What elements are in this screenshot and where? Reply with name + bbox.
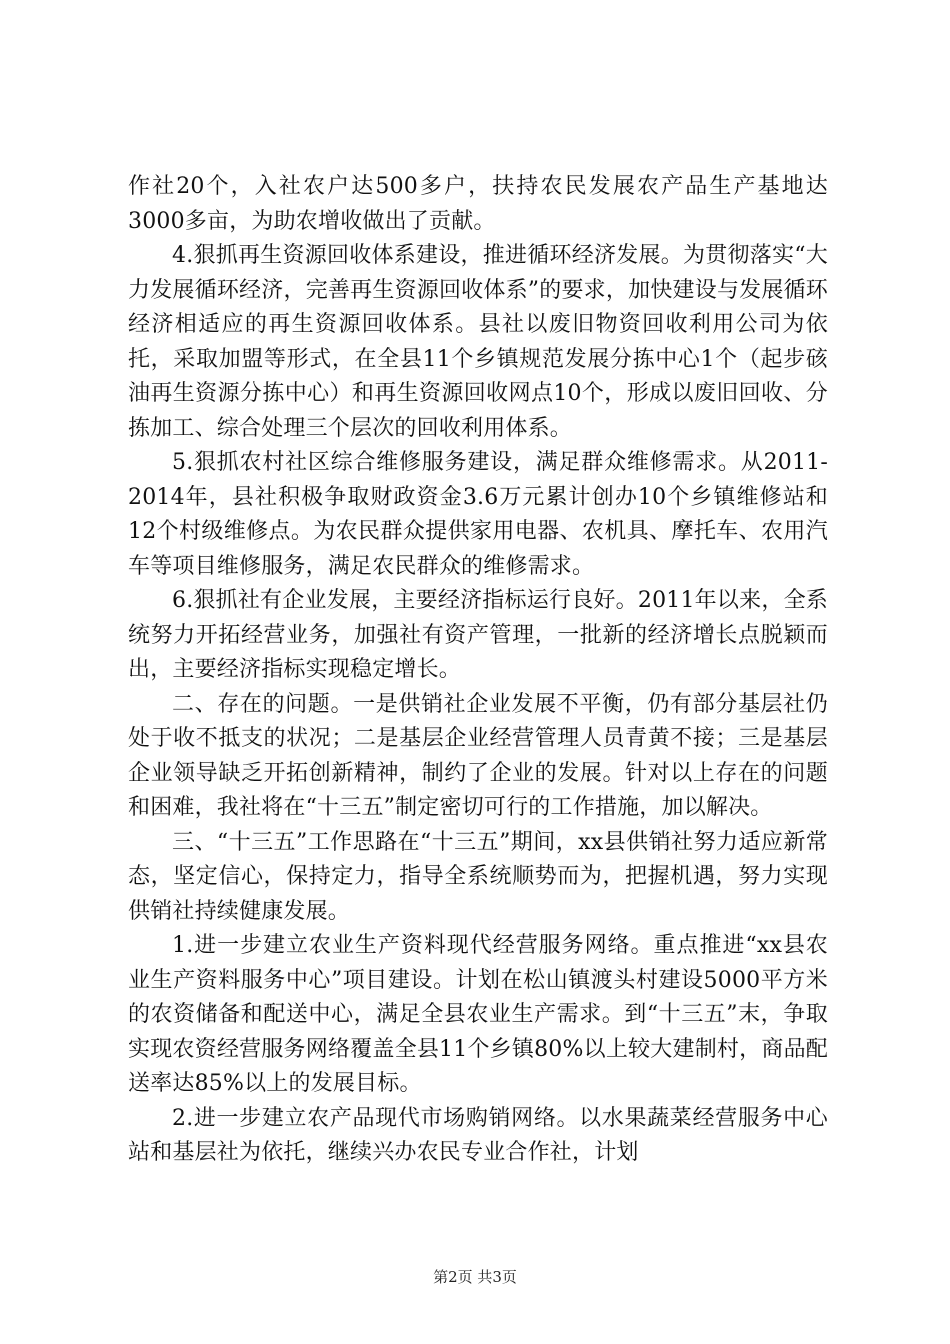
paragraph-plan-2: 2.进一步建立农产品现代市场购销网络。以水果蔬菜经营服务中心站和基层社为依托，继续兴办农民专业合作社，计划 [128,1105,828,1165]
paragraph-section-3: 三、“十三五”工作思路在“十三五”期间，xx县供销社努力适应新常态，坚定信心，保持定力，指导全系统顺势而为，把握机遇，努力实现供销社持续健康发展。 [128,829,828,924]
paragraph-item-6: 6.狠抓社有企业发展，主要经济指标运行良好。2011年以来，全系统努力开拓经营业务，加强社有资产管理，一批新的经济增长点脱颖而出，主要经济指标实现稳定增长。 [128,588,828,682]
page-number-footer: 第2页 共3页 [433,1268,517,1286]
paragraph-item-5: 5.狠抓农村社区综合维修服务建设，满足群众维修需求。从2011-2014年，县社积极争取财政资金3.6万元累计创办10个乡镇维修站和12个村级维修点。为农民群众提供家用电器、农机具、摩托车、农用汽车等项目维修服务，满足农民群众的维修需求。 [128,450,828,579]
document-body [128,170,828,1171]
paragraph-section-2: 二、存在的问题。一是供销社企业发展不平衡，仍有部分基层社仍处于收不抵支的状况；二是基层企业经营管理人员青黄不接；三是基层企业领导缺乏开拓创新精神，制约了企业的发展。针对以上存在的问题和困难，我社将在“十三五”制定密切可行的工作措施，加以解决。 [128,691,828,820]
paragraph-item-4: 4.狠抓再生资源回收体系建设，推进循环经济发展。为贯彻落实“大力发展循环经济，完善再生资源回收体系”的要求，加快建设与发展循环经济相适应的再生资源回收体系。县社以废旧物资回收利用公司为依托，采取加盟等形式，在全县11个乡镇规范发展分拣中心1个（起步硋油再生资源分拣中心）和再生资源回收网点10个，形成以废旧回收、分拣加工、综合处理三个层次的回收利用体系。 [128,243,828,441]
paragraph-plan-1: 1.进一步建立农业生产资料现代经营服务网络。重点推进“xx县农业生产资料服务中心”项目建设。计划在松山镇渡头村建设5000平方米的农资储备和配送中心，满足全县农业生产需求。到“十三五”末，争取实现农资经营服务网络覆盖全县11个乡镇80%以上较大建制村，商品配送率达85%以上的发展目标。 [128,933,828,1096]
paragraph-continued: 作社20个，入社农户达500多户，扶持农民发展农产品生产基地达3000多亩，为助农增收做出了贡献。 [128,174,828,234]
